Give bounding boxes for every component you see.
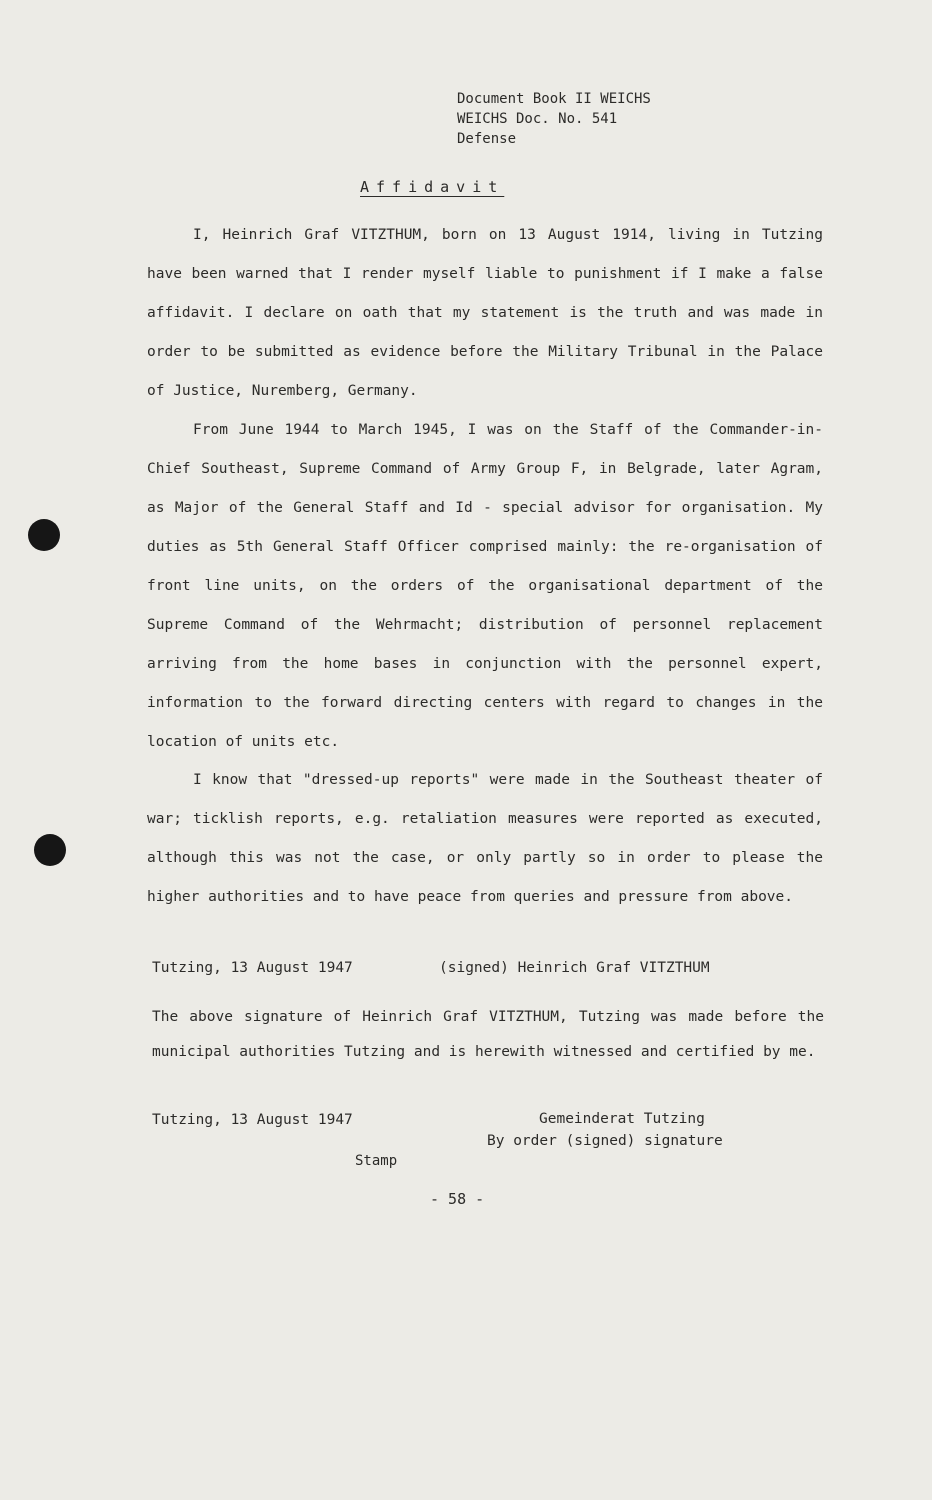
document-header [457,89,651,149]
punch-hole [34,834,66,866]
body-paragraph-block [147,216,823,411]
page-title: Affidavit [360,178,505,196]
authority-order-line: By order (signed) signature [487,1133,723,1149]
body-paragraph-block [147,411,823,762]
footer-place-date: Tutzing, 13 August 1947 [152,1112,353,1128]
signed-name: (signed) Heinrich Graf VITZTHUM [439,960,710,976]
paragraph-oath: I, Heinrich Graf VITZTHUM, born on 13 August 1914, living in Tutzing have been warned that I render myself liable to punishment if I make a false affidavit. I declare on oath that my statement is the truth and was made in order to be submitted as evidence before the Military Tribunal in the Palace of Justice, Nuremberg, Germany. [147,227,823,399]
signature-place-date: Tutzing, 13 August 1947 [152,960,353,976]
paragraph-reports: I know that "dressed-up reports" were made in the Southeast theater of war; ticklish reports, e.g. retaliation measures were reported as executed, although this was not the case, or only partly so in order to please the higher authorities and to have peace from queries and pressure from above. [147,772,823,905]
document-number-line: WEICHS Doc. No. 541 [457,111,618,127]
authority-name: Gemeinderat Tutzing [539,1111,705,1127]
authority-signature-block [487,1108,723,1152]
page-number: - 58 - [430,1190,485,1208]
paragraph-service: From June 1944 to March 1945, I was on the Staff of the Commander-in-Chief Southeast, Supreme Command of Army Group F, in Belgrade, later Agram, as Major of the General Staff and Id - special advisor for organisation. My duties as 5th General Staff Officer comprised mainly: the re-organisation of front line units, on the orders of the organisational department of the Supreme Command of the Wehrmacht; distribution of personnel replacement arriving from the home bases in conjunction with the personnel expert, information to the forward directing centers with regard to changes in the location of units etc. [147,422,823,750]
body-paragraph-block [147,761,823,917]
party-line: Defense [457,131,517,147]
stamp-label: Stamp [355,1153,398,1169]
certification-text: The above signature of Heinrich Graf VITZTHUM, Tutzing was made before the municipal authorities Tutzing and is herewith witnessed and certified by me. [152,1009,824,1060]
document-book-line: Document Book II WEICHS [457,91,651,107]
punch-hole [28,519,60,551]
